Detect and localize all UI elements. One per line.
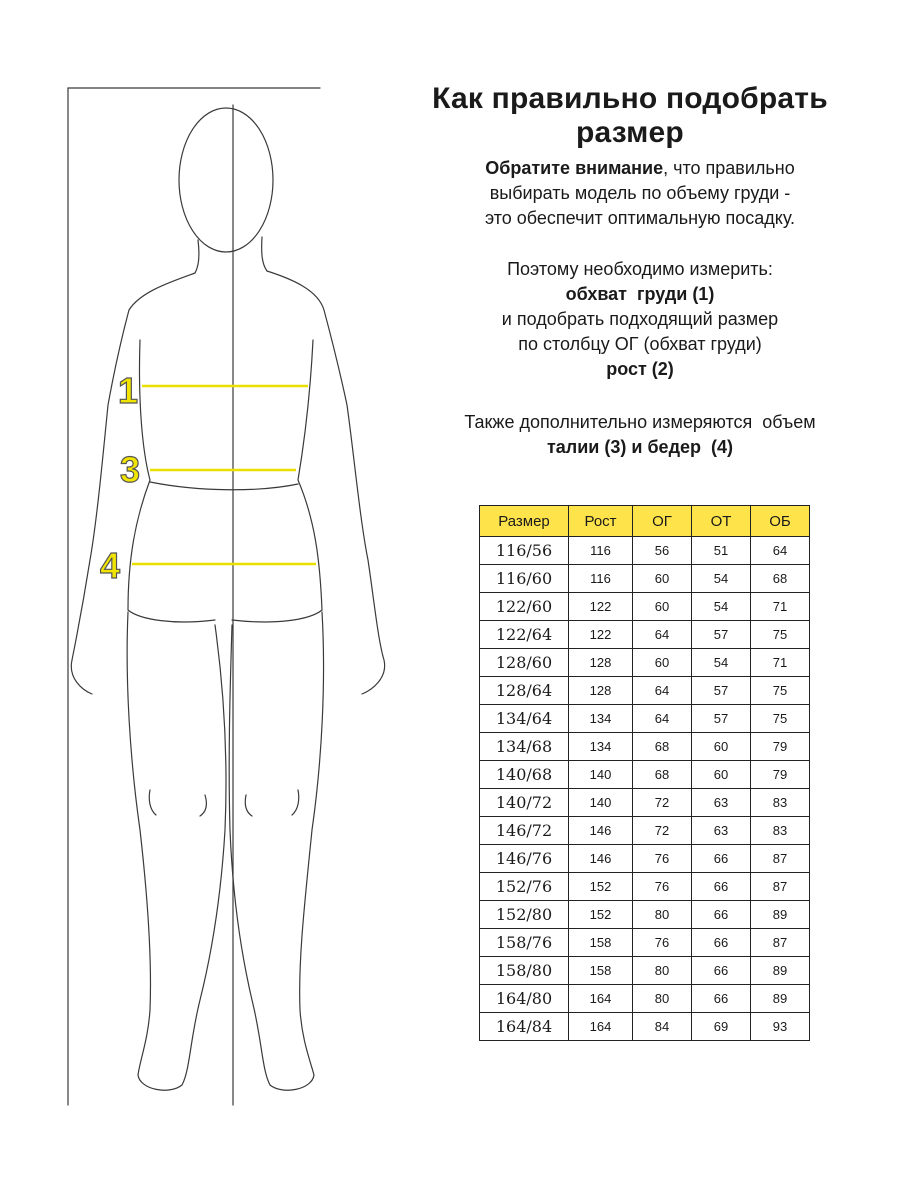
note-line1-rest: , что правильно [663, 158, 795, 178]
height-cell: 158 [569, 957, 633, 985]
hips-cell: 87 [751, 929, 810, 957]
height-cell: 140 [569, 789, 633, 817]
height-cell: 122 [569, 593, 633, 621]
hips-cell: 71 [751, 593, 810, 621]
size-cell: 134/64 [480, 705, 569, 733]
size-cell: 146/76 [480, 845, 569, 873]
table-row [480, 817, 810, 845]
table-row [480, 985, 810, 1013]
table-row [480, 901, 810, 929]
hips-cell: 83 [751, 817, 810, 845]
height-cell: 134 [569, 733, 633, 761]
chest-cell: 72 [633, 789, 692, 817]
height-cell: 128 [569, 677, 633, 705]
height-cell: 164 [569, 985, 633, 1013]
hips-cell: 75 [751, 621, 810, 649]
table-row [480, 677, 810, 705]
hips-cell: 89 [751, 957, 810, 985]
measure-line4: по столбцу ОГ (обхват груди) [518, 334, 762, 354]
size-cell: 116/60 [480, 565, 569, 593]
chest-cell: 72 [633, 817, 692, 845]
left-knee-detail [149, 790, 206, 816]
waist-line [150, 482, 298, 490]
waist-cell: 54 [692, 649, 751, 677]
height-cell: 116 [569, 537, 633, 565]
hips-cell: 75 [751, 677, 810, 705]
marker-4: 4 [100, 545, 121, 586]
height-cell: 164 [569, 1013, 633, 1041]
chest-cell: 80 [633, 901, 692, 929]
chest-cell: 76 [633, 929, 692, 957]
chest-cell: 60 [633, 565, 692, 593]
table-row [480, 873, 810, 901]
right-leg-outline [229, 612, 323, 1090]
hips-cell: 64 [751, 537, 810, 565]
hips-cell: 75 [751, 705, 810, 733]
table-row [480, 733, 810, 761]
hips-cell: 93 [751, 1013, 810, 1041]
table-row [480, 537, 810, 565]
chest-cell: 68 [633, 761, 692, 789]
size-cell: 140/68 [480, 761, 569, 789]
table-header-row [480, 506, 810, 537]
waist-cell: 63 [692, 817, 751, 845]
right-knee-detail [245, 790, 299, 816]
waist-cell: 60 [692, 733, 751, 761]
hips-cell: 79 [751, 761, 810, 789]
height-cell: 122 [569, 621, 633, 649]
waist-cell: 66 [692, 873, 751, 901]
measure-block [420, 257, 860, 382]
table-row [480, 649, 810, 677]
table-row [480, 1013, 810, 1041]
waist-cell: 66 [692, 985, 751, 1013]
waist-cell: 63 [692, 789, 751, 817]
height-cell: 134 [569, 705, 633, 733]
hips-cell: 89 [751, 985, 810, 1013]
header-hips: ОБ [751, 506, 810, 537]
height-cell: 152 [569, 901, 633, 929]
chest-cell: 60 [633, 593, 692, 621]
head-outline [179, 108, 273, 252]
hips-cell: 83 [751, 789, 810, 817]
marker-1: 1 [118, 370, 139, 411]
hips-cell: 89 [751, 901, 810, 929]
chest-cell: 56 [633, 537, 692, 565]
header-waist: ОТ [692, 506, 751, 537]
marker-3: 3 [120, 449, 141, 490]
inner-torso-left [128, 340, 215, 622]
waist-cell: 60 [692, 761, 751, 789]
hips-cell: 79 [751, 733, 810, 761]
table-row [480, 929, 810, 957]
size-cell: 128/64 [480, 677, 569, 705]
chest-cell: 64 [633, 621, 692, 649]
height-cell: 116 [569, 565, 633, 593]
waist-cell: 66 [692, 929, 751, 957]
waist-cell: 51 [692, 537, 751, 565]
table-row [480, 789, 810, 817]
table-row [480, 705, 810, 733]
chest-cell: 64 [633, 705, 692, 733]
height-cell: 152 [569, 873, 633, 901]
header-chest: ОГ [633, 506, 692, 537]
waist-cell: 66 [692, 957, 751, 985]
waist-cell: 57 [692, 621, 751, 649]
size-cell: 116/56 [480, 537, 569, 565]
waist-cell: 66 [692, 845, 751, 873]
size-cell: 158/80 [480, 957, 569, 985]
table-row [480, 761, 810, 789]
height-cell: 146 [569, 845, 633, 873]
extra-block [420, 410, 860, 460]
waist-cell: 54 [692, 593, 751, 621]
note-block [420, 156, 860, 231]
header-height: Рост [569, 506, 633, 537]
chest-cell: 80 [633, 985, 692, 1013]
measure-height: рост (2) [606, 359, 674, 379]
size-cell: 152/76 [480, 873, 569, 901]
size-cell: 122/64 [480, 621, 569, 649]
size-cell: 134/68 [480, 733, 569, 761]
measure-chest: обхват груди (1) [565, 284, 715, 304]
waist-cell: 69 [692, 1013, 751, 1041]
size-cell: 128/60 [480, 649, 569, 677]
height-cell: 128 [569, 649, 633, 677]
table-row [480, 957, 810, 985]
hips-cell: 87 [751, 845, 810, 873]
size-cell: 122/60 [480, 593, 569, 621]
note-line2: выбирать модель по объему груди - [489, 183, 791, 203]
inner-torso-right [232, 340, 322, 622]
chest-cell: 64 [633, 677, 692, 705]
size-cell: 152/80 [480, 901, 569, 929]
waist-cell: 57 [692, 705, 751, 733]
measure-line1: Поэтому необходимо измерить: [507, 259, 773, 279]
height-cell: 146 [569, 817, 633, 845]
chest-cell: 60 [633, 649, 692, 677]
height-cell: 140 [569, 761, 633, 789]
header-size: Размер [480, 506, 569, 537]
chest-cell: 76 [633, 845, 692, 873]
waist-cell: 54 [692, 565, 751, 593]
waist-cell: 57 [692, 677, 751, 705]
height-cell: 158 [569, 929, 633, 957]
size-table [479, 505, 810, 1041]
extra-line2: талии (3) и бедер (4) [546, 437, 734, 457]
hips-cell: 68 [751, 565, 810, 593]
note-bold: Обратите внимание [485, 158, 664, 178]
chest-cell: 80 [633, 957, 692, 985]
chest-cell: 68 [633, 733, 692, 761]
chest-cell: 84 [633, 1013, 692, 1041]
size-cell: 164/80 [480, 985, 569, 1013]
table-row [480, 845, 810, 873]
table-row [480, 621, 810, 649]
size-cell: 146/72 [480, 817, 569, 845]
extra-line1: Также дополнительно измеряются объем [464, 412, 816, 432]
hips-cell: 71 [751, 649, 810, 677]
measure-line3: и подобрать подходящий размер [501, 309, 779, 329]
table-row [480, 565, 810, 593]
torso-outline [71, 271, 384, 694]
waist-cell: 66 [692, 901, 751, 929]
note-line3: это обеспечит оптимальную посадку. [484, 208, 796, 228]
left-leg-outline [127, 612, 226, 1090]
hips-cell: 87 [751, 873, 810, 901]
size-cell: 140/72 [480, 789, 569, 817]
page-title: Как правильно подобрать размер [432, 82, 828, 149]
chest-cell: 76 [633, 873, 692, 901]
table-row [480, 593, 810, 621]
size-cell: 164/84 [480, 1013, 569, 1041]
size-cell: 158/76 [480, 929, 569, 957]
neck-outline [195, 237, 267, 273]
